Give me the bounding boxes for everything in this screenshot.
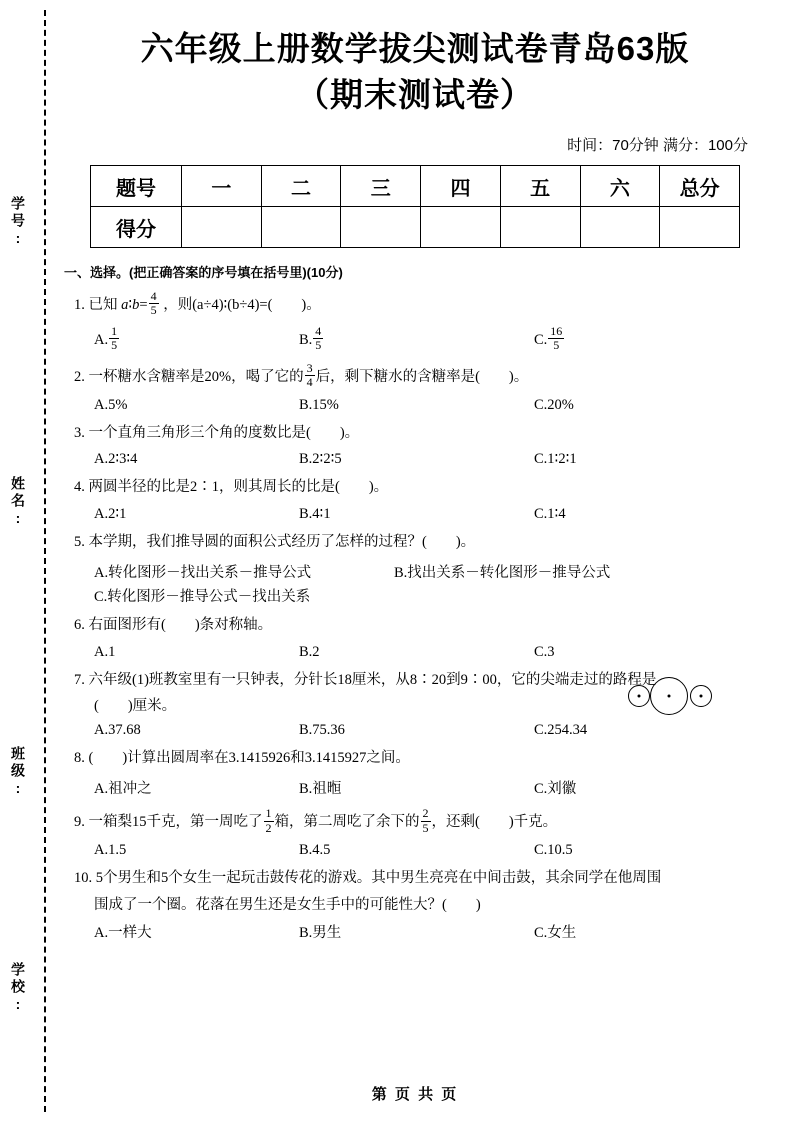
score-header-2: 二 (261, 166, 341, 207)
question-2-options (94, 397, 770, 414)
question-6-option-a[interactable]: A.1 (94, 643, 116, 660)
question-4 (74, 477, 770, 499)
score-header-5: 五 (500, 166, 580, 207)
question-4-option-c[interactable]: C.1∶4 (534, 506, 566, 523)
question-8 (74, 748, 770, 770)
circle-center-dot (700, 695, 703, 698)
question-2-option-c[interactable]: C.20% (534, 396, 574, 413)
score-cell-3[interactable] (341, 207, 421, 248)
score-cell-2[interactable] (261, 207, 341, 248)
question-7-number: 7. (74, 671, 85, 688)
question-1-option-a[interactable]: A. $\frac{1}{5}$ (94, 323, 118, 353)
question-4-text: 两圆半径的比是2∶1，则其周长的比是( )。 (88, 479, 389, 496)
score-header-total: 总分 (660, 166, 740, 207)
question-10-options (94, 921, 770, 942)
question-8-options (94, 777, 770, 798)
question-10 (74, 868, 770, 890)
question-10-option-c[interactable]: C.女生 (534, 924, 577, 941)
question-5-option-b[interactable]: B.找出关系－转化图形－推导公式 (394, 564, 611, 581)
question-7-option-b[interactable]: B.75.36 (299, 722, 345, 739)
question-7-options (94, 722, 770, 739)
fraction-q1-optA: $\frac{1}{5}$ (111, 323, 118, 353)
question-8-option-c[interactable]: C.刘徽 (534, 781, 577, 798)
question-2-option-b[interactable]: B.15% (299, 396, 339, 413)
margin-label-class: 班级: (10, 746, 26, 799)
question-9-text2: 箱，第二周吃了余下的 (274, 814, 420, 831)
question-6-text: 右面图形有( )条对称轴。 (88, 616, 273, 633)
question-8-number: 8. (74, 750, 85, 767)
question-3-text: 一个直角三角形三个角的度数比是( )。 (88, 424, 360, 441)
margin-label-name: 姓名: (10, 476, 26, 529)
question-7-text-cont: ( )厘米。 (94, 698, 177, 715)
question-1-option-c[interactable]: C. $\frac{16}{5}$ (534, 323, 563, 353)
question-2-text2: 后，剩下糖水的含糖率是( )。 (315, 368, 529, 385)
question-4-option-a[interactable]: A.2∶1 (94, 506, 127, 523)
score-cell-4[interactable] (421, 207, 501, 248)
question-6 (74, 615, 770, 637)
exam-meta: 时间：70分钟 满分：100分 (567, 137, 748, 154)
question-1-number: 1. (74, 297, 85, 314)
question-7-option-c[interactable]: C.254.34 (534, 722, 588, 739)
question-2-text: 一杯糖水含糖率是20%，喝了它的 (88, 368, 304, 385)
question-8-text: ( )计算出圆周率在3.1415926和3.1415927之间。 (88, 750, 410, 767)
question-6-options (94, 644, 770, 661)
question-5-text: 本学期，我们推导圆的面积公式经历了怎样的过程？( )。 (88, 534, 476, 551)
question-9-text: 一箱梨15千克，第一周吃了 (88, 814, 263, 831)
page-footer: 第 页 共 页 (371, 1086, 459, 1103)
score-cell-5[interactable] (500, 207, 580, 248)
question-4-options (94, 506, 770, 523)
question-1: 1. 已知 a∶b= $\frac{4}{5}$ ，则(a÷4)∶(b÷4)=( )。 (74, 289, 321, 318)
question-10-number: 10. (74, 870, 93, 886)
score-cell-6[interactable] (580, 207, 660, 248)
margin-label-school: 学校: (10, 962, 26, 1015)
score-cell-total[interactable] (660, 207, 740, 248)
question-10-text: 5个男生和5个女生一起玩击鼓传花的游戏。其中男生亮亮在中间击鼓，其余同学在他周围 (95, 870, 662, 886)
dashed-fold-line (44, 10, 46, 1112)
three-circles-figure (628, 676, 758, 716)
table-row-header (91, 166, 740, 207)
question-9-options (94, 842, 770, 859)
question-3 (74, 423, 770, 445)
question-5 (74, 532, 770, 554)
question-9-option-c[interactable]: C.10.5 (534, 842, 573, 858)
question-1-text-pre: 已知 (88, 297, 118, 314)
question-6-option-c[interactable]: C.3 (534, 643, 555, 660)
question-9-number: 9. (74, 814, 85, 831)
score-header-3: 三 (341, 166, 421, 207)
score-header-label: 题号 (91, 166, 182, 207)
question-1-option-b[interactable]: B. $\frac{4}{5}$ (299, 323, 322, 353)
question-1-options (94, 325, 770, 353)
score-header-6: 六 (580, 166, 660, 207)
question-2 (74, 362, 770, 390)
question-9 (74, 807, 770, 835)
question-8-option-a[interactable]: A.祖冲之 (94, 781, 152, 798)
circle-middle-icon (650, 677, 688, 715)
question-9-option-a[interactable]: A.1.5 (94, 842, 127, 858)
title-line-1: 六年级上册数学拔尖测试卷青岛63版 (140, 30, 690, 67)
question-10-option-b[interactable]: B.男生 (299, 924, 342, 941)
question-6-option-b[interactable]: B.2 (299, 643, 320, 660)
left-margin (0, 0, 56, 1122)
question-8-option-b[interactable]: B.祖暅 (299, 781, 342, 798)
fraction-q2: $\frac{3}{4}$ (306, 360, 313, 390)
score-row-label: 得分 (91, 207, 182, 248)
fraction-q1-ab: $\frac{4}{5}$ (150, 289, 157, 318)
page-title (60, 26, 770, 118)
question-6-number: 6. (74, 616, 85, 633)
question-5-option-c[interactable]: C.转化图形－推导公式－找出关系 (94, 588, 311, 605)
question-5-options (94, 561, 770, 582)
score-header-4: 四 (421, 166, 501, 207)
margin-label-student-id: 学号: (10, 196, 26, 249)
question-5-number: 5. (74, 534, 85, 551)
question-2-number: 2. (74, 368, 85, 385)
circle-center-dot (638, 695, 641, 698)
table-row-score (91, 207, 740, 248)
question-2-option-a[interactable]: A.5% (94, 396, 128, 413)
fraction-q1-optC: $\frac{16}{5}$ (550, 323, 563, 353)
question-9-option-b[interactable]: B.4.5 (299, 842, 331, 858)
question-3-number: 3. (74, 424, 85, 441)
circle-left-icon (628, 685, 650, 707)
question-9-text3: ，还剩( )千克。 (431, 814, 558, 831)
circle-right-icon (690, 685, 712, 707)
question-10-option-a[interactable]: A.一样大 (94, 924, 152, 941)
question-4-number: 4. (74, 479, 85, 496)
question-3-option-a[interactable]: A.2∶3∶4 (94, 451, 138, 468)
question-3-options (94, 451, 770, 468)
question-1-var-b: b (132, 297, 140, 314)
title-line-2: （期末测试卷） (296, 76, 534, 113)
fraction-q1-optB: $\frac{4}{5}$ (315, 323, 322, 353)
section-heading-choice: 一、选择。(把正确答案的序号填在括号里)(10分) (64, 265, 343, 280)
question-4-option-b[interactable]: B.4∶1 (299, 506, 331, 523)
question-3-option-b[interactable]: B.2∶2∶5 (299, 451, 342, 468)
fraction-q9-a: $\frac{1}{2}$ (265, 806, 272, 835)
score-cell-1[interactable] (182, 207, 262, 248)
question-1-text-post: ，则(a÷4)∶(b÷4)=( )。 (163, 297, 321, 314)
question-1-var-a: a (121, 297, 129, 314)
score-header-1: 一 (182, 166, 262, 207)
question-10-text-cont: 围成了一个圈。花落在男生还是女生手中的可能性大？( ) (94, 896, 481, 913)
score-table (90, 165, 740, 248)
exam-page (60, 0, 770, 1122)
question-7-text: 六年级(1)班教室里有一只钟表，分针长18厘米，从8∶20到9∶00，它的尖端走过的路程是 (88, 671, 657, 688)
fraction-q9-b: $\frac{2}{5}$ (422, 806, 429, 835)
circle-center-dot (668, 695, 671, 698)
question-7-option-a[interactable]: A.37.68 (94, 722, 141, 739)
question-5-option-a[interactable]: A.转化图形－找出关系－推导公式 (94, 564, 312, 581)
question-3-option-c[interactable]: C.1∶2∶1 (534, 451, 577, 468)
